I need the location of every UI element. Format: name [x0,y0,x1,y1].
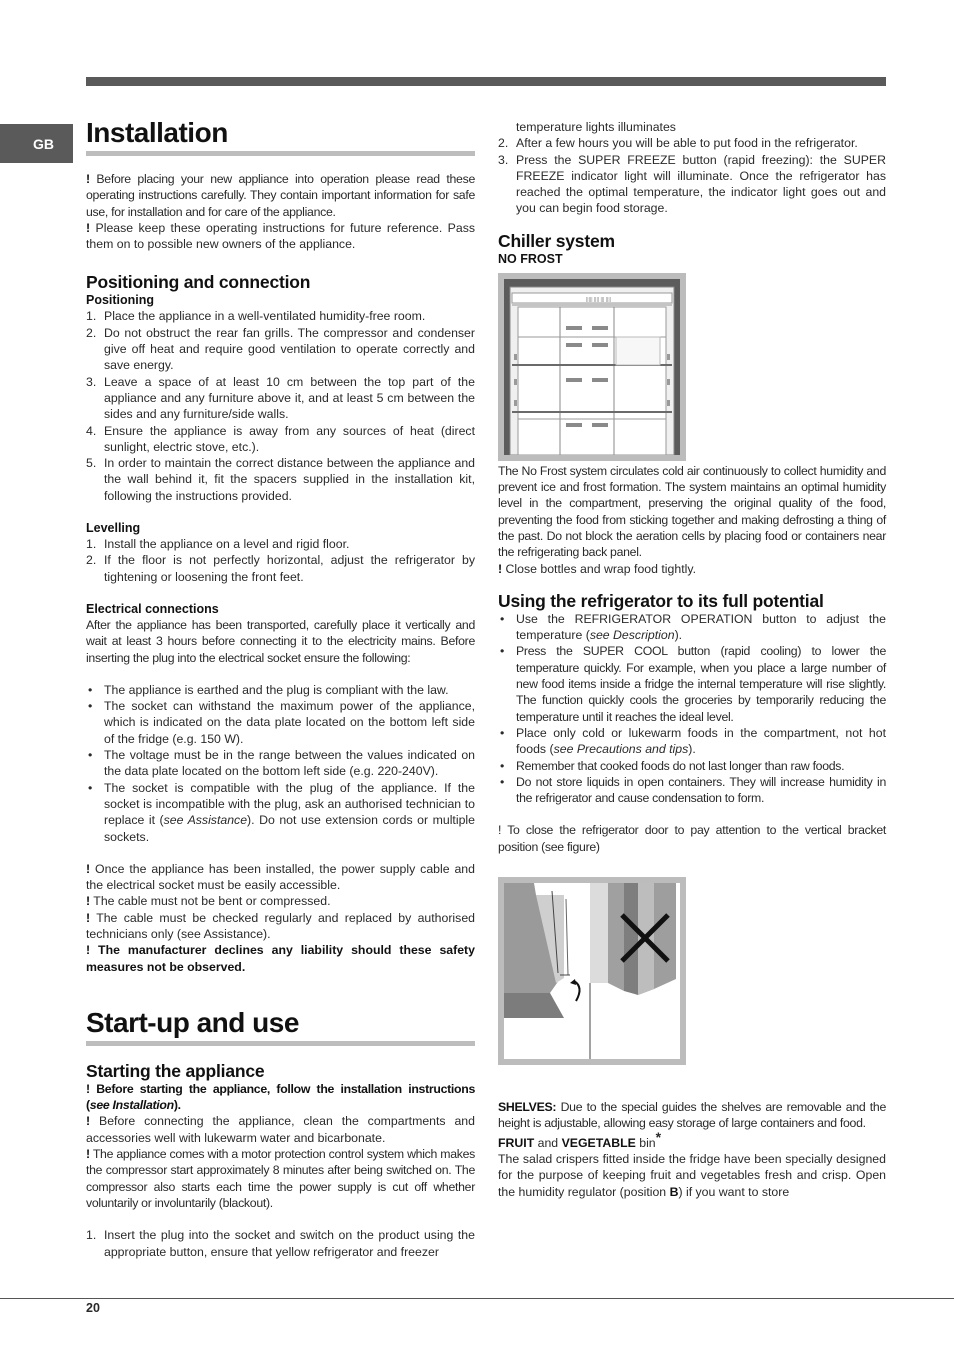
crispers-paragraph: The salad crispers fitted inside the fridge have been specially designed for the purpose of keeping fruit and vegetables fresh and crisp. Open the humidity regulator (position B) if you want to store [498,1151,886,1199]
installation-title: Installation [86,117,228,148]
list-item: 3. Leave a space of at least 10 cm between the top part of the appliance and any furniture above it, and at least 5 cm between the sides and any furniture/side walls. [86,374,475,422]
warning-paragraph: ! The appliance comes with a motor protection control system which makes the compressor start approximately 8 minutes after being switched on. The compressor also starts each time the power supply is cut off whether voluntarily or involuntarily (blackout). [86,1147,475,1210]
list-item: 4. Ensure the appliance is away from any sources of heat (direct sunlight, electric stove, etc.). [86,423,475,454]
list-item: 5. In order to maintain the correct distance between the appliance and the wall behind it, fit the spacers supplied in the installation kit, following the instructions provided. [86,456,475,503]
warning-paragraph: ! Close bottles and wrap food tightly. [498,561,697,576]
subheading: Electrical connections [86,601,219,616]
intro-paragraph [86,171,475,220]
subheading: Positioning [86,293,155,308]
list-item: • Use the REFRIGERATOR OPERATION button to adjust the temperature (see Description). [500,611,886,643]
startup-title: Start-up and use [86,1006,299,1038]
levelling-list [86,536,475,585]
left-column [86,116,475,1260]
list-item: • The voltage must be in the range between the values indicated on the data plate located on the bottom left side (e.g. 220-240V). [88,748,475,779]
list-item: • Place only cold or lukewarm foods in the compartment, not hot foods (see Precautions and tips). [500,725,886,757]
starting-bold-note: ! Before starting the appliance, follow the installation instructions (see Installation). [86,1081,475,1113]
door-bracket-note: ! To close the refrigerator door to pay attention to the vertical bracket position (see figure) [498,823,886,854]
subheading: NO FROST [498,251,563,266]
list-item: • The socket is compatible with the plug of the appliance. If the socket is incompatible with the plug, ask an authorised technician to replace it (see Assistance). Do not use extension cords or multiple sockets. [88,780,475,844]
door-bracket-image [504,883,680,1059]
list-item: • Do not store liquids in open containers. They will increase humidity in the refrigerator and cause condensation to form. [500,774,886,806]
section-heading: Positioning and connection [86,272,311,293]
starting-steps-continued [498,119,886,217]
list-item: • Remember that cooked foods do not last longer than raw foods. [500,758,845,773]
no-frost-description: The No Frost system circulates cold air continuously to collect humidity and prevent ice and frost formation. The system maintains an optimal humidity level in the compartment, preserving the original quality of the food, preventing the food from sticking together and making defrosting a thing of the past. Do not block the aeration cells by placing food or containers near the refrigerating back panel. [498,463,886,560]
title-rule [86,1041,475,1046]
warning-paragraph: ! Once the appliance has been installed, the power supply cable and the electrical socket must be easily accessible. [86,861,475,893]
list-item: 2. Do not obstruct the rear fan grills. The compressor and condenser give off heat and require good ventilation to operate correctly and save energy. [86,325,475,373]
intro-paragraph [86,220,475,253]
list-item: 1. Insert the plug into the socket and switch on the product using the appropriate button, ensure that yellow refrigerator and freezer [86,1228,475,1259]
title-rule [86,151,475,156]
list-item: 2. If the floor is not perfectly horizontal, adjust the refrigerator by tightening or loosening the front feet. [86,553,475,584]
list-item: temperature lights illuminates [516,120,676,134]
list-item: • Press the SUPER COOL button (rapid cooling) to lower the temperature quickly. For example, when you place a large number of new food items inside a fridge the internal temperature will rise slightly. The function quickly cools the groceries by temporarily reducing the temperature until it reaches the ideal level. [500,644,886,724]
warning-mark: ! [86,220,91,235]
warning-paragraph: ! Before connecting the appliance, clean the compartments and accessories well with lukewarm water and bicarbonate. [86,1114,475,1145]
usage-tips-list [498,611,886,807]
list-item: 1. Install the appliance on a level and rigid floor. [86,537,350,552]
subheading: Levelling [86,521,141,536]
list-item: 3. Press the SUPER FREEZE button (rapid freezing): the SUPER FREEZE indicator light will illuminate. Once the refrigerator has reached the optimal temperature, the indicator light goes out and you can begin food storage. [498,152,886,216]
intro-text: Before placing your new appliance into operation please read these operating instructions carefully. They contain important information for safe use, for installation and for care of the appliance. [86,172,475,219]
footer-rule [0,1298,954,1299]
list-item: 2. After a few hours you will be able to put food in the refrigerator. [498,136,858,151]
language-tab-label: GB [33,135,54,152]
intro-text: Please keep these operating instructions for future reference. Pass them on to possible new owners of the appliance. [86,220,475,252]
section-heading: Starting the appliance [86,1060,265,1081]
list-item: 1. Place the appliance in a well-ventilated humidity-free room. [86,309,426,324]
section-heading: Using the refrigerator to its full potential [498,590,824,611]
section-heading: Chiller system [498,230,615,251]
fruit-vegetable-heading: FRUIT and VEGETABLE bin* [498,1128,662,1150]
starting-steps [86,1227,475,1260]
svg-text:||||| |||| ||| ||||: ||||| |||| ||| |||| [586,296,611,303]
warning-paragraph: ! The cable must not be bent or compressed. [86,894,331,909]
list-item: • The socket can withstand the maximum power of the appliance, which is indicated on the data plate located on the bottom left side of the fridge (e.g. 150 W). [88,699,475,746]
door-bracket-illustration [498,877,686,1065]
right-column [498,119,886,1200]
language-tab [0,124,73,163]
liability-warning: ! The manufacturer declines any liability should these safety measures not be observed. [86,943,475,974]
warning-mark: ! [86,172,90,186]
positioning-list [86,308,475,504]
no-frost-fridge-illustration [498,273,686,461]
electrical-intro: After the appliance has been transported, carefully place it vertically and wait at least 3 hours before connecting it to the electricity mains. Before inserting the plug into the electrical socket ensure the following: [86,617,475,665]
top-rule [86,77,886,86]
warning-paragraph: ! The cable must be checked regularly and replaced by authorised technicians only (see Assistance). [86,910,475,941]
electrical-checklist [86,682,475,845]
list-item: • The appliance is earthed and the plug is compliant with the law. [88,682,449,697]
page-number: 20 [86,1301,100,1315]
shelves-paragraph: SHELVES: Due to the special guides the shelves are removable and the height is adjustable, allowing easy storage of large containers and food. [498,1100,886,1131]
fridge-interior-image [504,279,680,455]
